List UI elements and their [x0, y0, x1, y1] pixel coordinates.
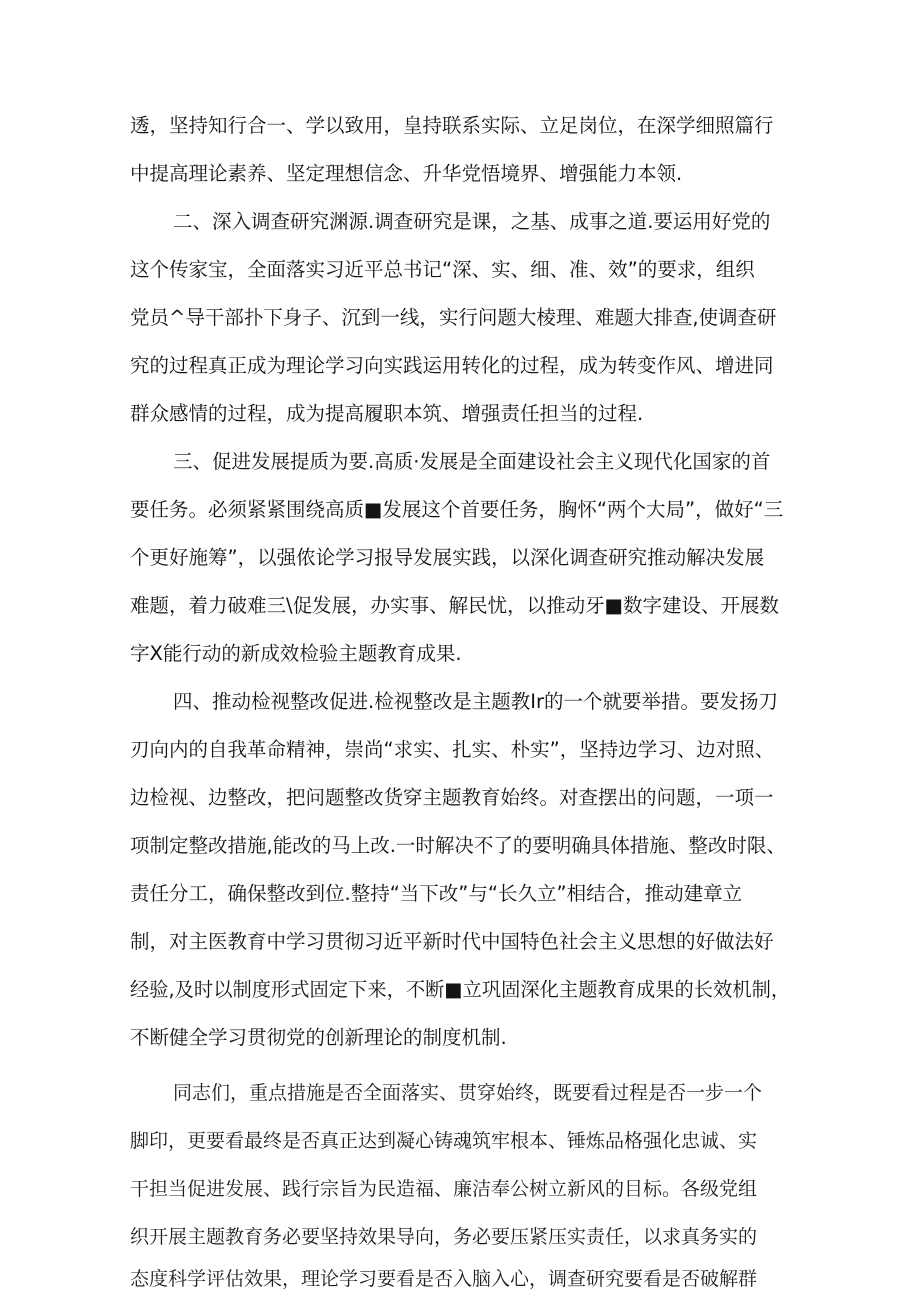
paragraph-4-line-1: 四、推动检视整改促进.检视整改是主题教Ir的一个就要举措。要发扬刀 — [173, 690, 778, 713]
paragraph-5-line-5: 态度科学评估效果，理论学习要看是否入脑入心，调查研究要看是否破解群 — [130, 1268, 758, 1290]
paragraph-4-line-8: 不断健全学习贯彻党的创新理论的制度机制. — [130, 1026, 507, 1049]
paragraph-4-line-6: 制，对主医教育中学习贯彻习近平新时代中国特色社会主义思想的好做法好 — [130, 930, 774, 953]
paragraph-4-line-3: 边检视、边整改，把问题整改货穿主题教育始终。对查摆出的问题，一项一 — [130, 786, 774, 809]
paragraph-1-line-2: 中提高理论素养、坚定理想信念、升华党悟境界、增强能力本领. — [130, 162, 683, 185]
paragraph-2-line-2: 这个传家宝，全面落实习近平总书记“深、实、细、准、效”的要求，组织 — [130, 258, 755, 281]
paragraph-4-line-4: 项制定整改措施,能改的马上改.一时解决不了的要明确具体措施、整改时限、 — [130, 834, 786, 857]
paragraph-3-line-2: 要任务。必须紧紧围绕高质■发展这个首要任务，胸怀“两个大局”，做好“三 — [130, 498, 784, 521]
paragraph-3-line-4: 难题，着力破难三\促发展，办实事、解民忧，以推动牙■数字建设、开展数 — [130, 594, 779, 617]
paragraph-2-line-5: 群众感情的过程，成为提高履职本筑、增强责任担当的过程. — [130, 402, 644, 425]
paragraph-3-line-5: 字X能行动的新成效检验主题教育成果. — [130, 642, 462, 665]
paragraph-5-line-2: 脚印，更要看最终是否真正达到凝心铸魂筑牢根本、锤炼品格强化忠诚、实 — [130, 1130, 758, 1152]
paragraph-4-line-2: 刃向内的自我革命精神，崇尚“求实、扎实、朴实”，坚持边学习、边对照、 — [130, 738, 775, 761]
paragraph-5-line-1: 同志们，重点措施是否全面落实、贯穿始终，既要看过程是否一步一个 — [173, 1082, 763, 1104]
paragraph-1-line-1: 透，坚持知行合一、学以致用，皇持联系实际、立足岗位，在深学细照篇行 — [130, 114, 774, 137]
paragraph-4-line-7: 经验,及时以制度形式固定下来，不断■立巩固深化主题教育成果的长效机制， — [130, 978, 791, 1001]
paragraph-2-line-1: 二、深入调查研究渊源.调查研究是课，之基、成事之道.要运用好党的 — [173, 210, 771, 233]
paragraph-5-line-4: 织开展主题教育务必要坚持效果导向，务必要压紧压实责任，以求真务实的 — [130, 1226, 758, 1248]
paragraph-3-line-1: 三、促进发展提质为要.高质·发展是全面建设社会主义现代化国家的首 — [173, 450, 771, 473]
paragraph-5-line-3: 干担当促进发展、践行宗旨为民造福、廉洁奉公树立新风的目标。各级党组 — [130, 1178, 758, 1200]
paragraph-2-line-4: 究的过程真正成为理论学习向实践运用转化的过程，成为转变作风、增进同 — [130, 354, 774, 377]
paragraph-3-line-3: 个更好施筹”，以强侬论学习报导发展实践，以深化调查研究推动解决发展 — [130, 546, 765, 569]
paragraph-2-line-3: 党员^导干部扑下身子、沉到一线，实行问题大棱理、难题大排查,使调查研 — [130, 306, 777, 329]
paragraph-4-line-5: 责任分工，确保整改到位.整持“当下改”与“长久立”相结合，推动建章立 — [130, 882, 743, 905]
